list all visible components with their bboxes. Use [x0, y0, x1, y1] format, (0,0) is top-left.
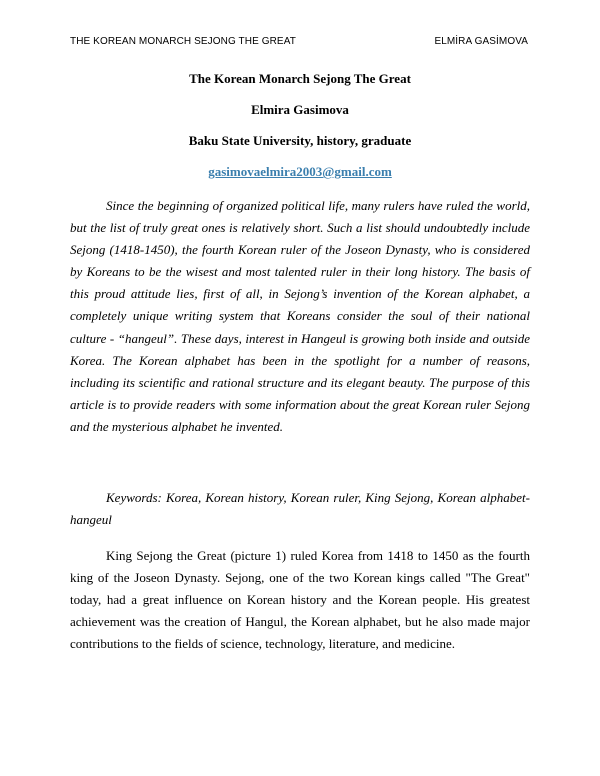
author-affiliation: Baku State University, history, graduate: [188, 133, 412, 148]
author-name: Elmira Gasimova: [251, 102, 349, 117]
keywords-paragraph: Keywords: Korea, Korean history, Korean ruler, King Sejong, Korean alphabet-hangeul: [70, 490, 530, 528]
paper-title: The Korean Monarch Sejong The Great: [189, 71, 411, 86]
body-paragraph: King Sejong the Great (picture 1) ruled Korea from 1418 to 1450 as the fourth king of the Joseon Dynasty. Sejong, one of the two Korean kings called "The Great" today, had a great influence on Korean history and the Korean people. His greatest achievement was the creation of Hangul, the Korean alphabet, but he also made major contributions to the fields of science, technology, literature, and medicine.: [70, 548, 530, 652]
abstract-paragraph: Since the beginning of organized political life, many rulers have ruled the world, but the list of truly great ones is relatively short. Such a list should undoubtedly include Sejong (1418-1450), the fourth Korean ruler of the Joseon Dynasty, who is considered by Koreans to be the wisest and most talented ruler in their long history. The basis of this proud attitude lies, first of all, in Sejong’s invention of the Korean alphabet, a completely unique writing system that Koreans consider the soul of their national culture - “hangeul”. These days, interest in Hangeul is growing both inside and outside Korea. The Korean alphabet has been in the spotlight for a number of reasons, including its scientific and rational structure and its elegant beauty. The purpose of this article is to provide readers with some information about the great Korean ruler Sejong and the mysterious alphabet he invented.: [70, 198, 530, 434]
author-email-link[interactable]: gasimovaelmira2003@gmail.com: [208, 164, 392, 179]
title-block: [70, 70, 530, 194]
running-header-title: THE KOREAN MONARCH SEJONG THE GREAT: [70, 36, 296, 47]
running-header: [70, 36, 528, 47]
running-header-author: ELMİRA GASİMOVA: [434, 36, 528, 47]
